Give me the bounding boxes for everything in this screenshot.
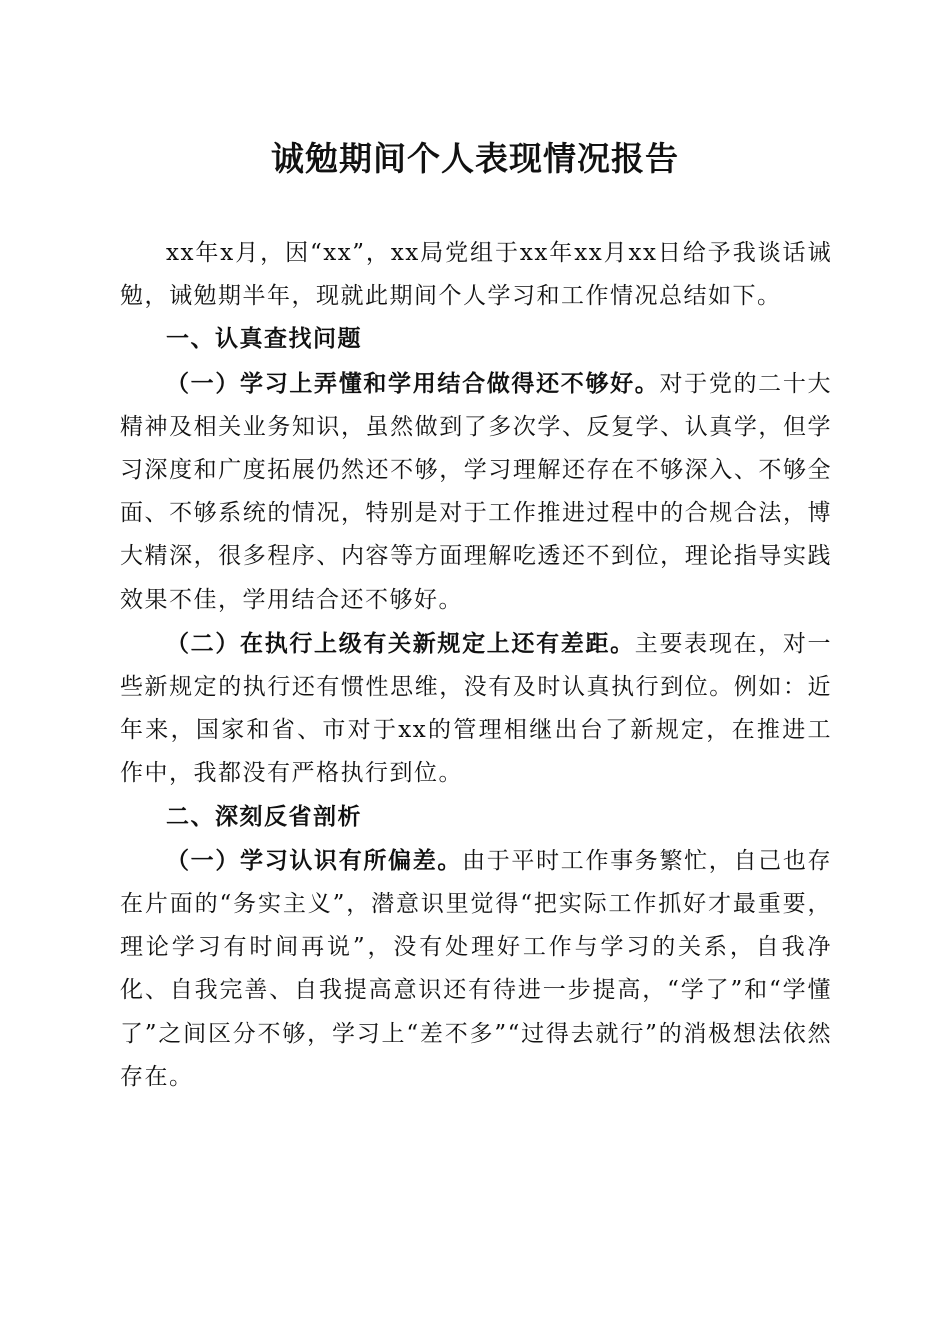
section-1-item-1: [120, 362, 832, 622]
intro-paragraph: xx年x月，因“xx”，xx局党组于xx年xx月xx日给予我谈话诫勉，诫勉期半年，现就此期间个人学习和工作情况总结如下。: [120, 240, 832, 310]
document-body: [120, 232, 832, 1099]
section-heading-2: 二、深刻反省剖析: [166, 803, 362, 830]
item-text: 对于党的二十大精神及相关业务知识，虽然做到了多次学、反复学、认真学，但学习深度和广度拓展仍然还不够，学习理解还存在不够深入、不够全面、不够系统的情况，特别是对于工作推进过程中的合规合法，博大精深，很多程序、内容等方面理解吃透还不到位，理论指导实践效果不佳，学用结合还不够好。: [120, 370, 833, 613]
item-text: 由于平时工作事务繁忙，自己也存在片面的“务实主义”，潜意识里觉得“把实际工作抓好才最重要，理论学习有时间再说”，没有处理好工作与学习的关系，自我净化、自我完善、自我提高意识还有待进一步提高，“学了”和“学懂了”之间区分不够，学习上“差不多”“过得去就行”的消极想法依然存在。: [120, 847, 833, 1090]
item-lead: （一）学习认识有所偏差。: [166, 846, 463, 874]
section-heading-1: 一、认真查找问题: [166, 326, 362, 353]
document-title: 诚勉期间个人表现情况报告: [271, 139, 679, 178]
section-1-item-2: [120, 622, 832, 796]
item-lead: （二）在执行上级有关新规定上还有差距。: [166, 629, 635, 657]
section-2-item-1: [120, 839, 832, 1099]
item-text: 主要表现在，对一些新规定的执行还有惯性思维，没有及时认真执行到位。例如：近年来，国家和省、市对于xx的管理相继出台了新规定，在推进工作中，我都没有严格执行到位。: [120, 630, 833, 787]
item-lead: （一）学习上弄懂和学用结合做得还不够好。: [166, 369, 660, 397]
